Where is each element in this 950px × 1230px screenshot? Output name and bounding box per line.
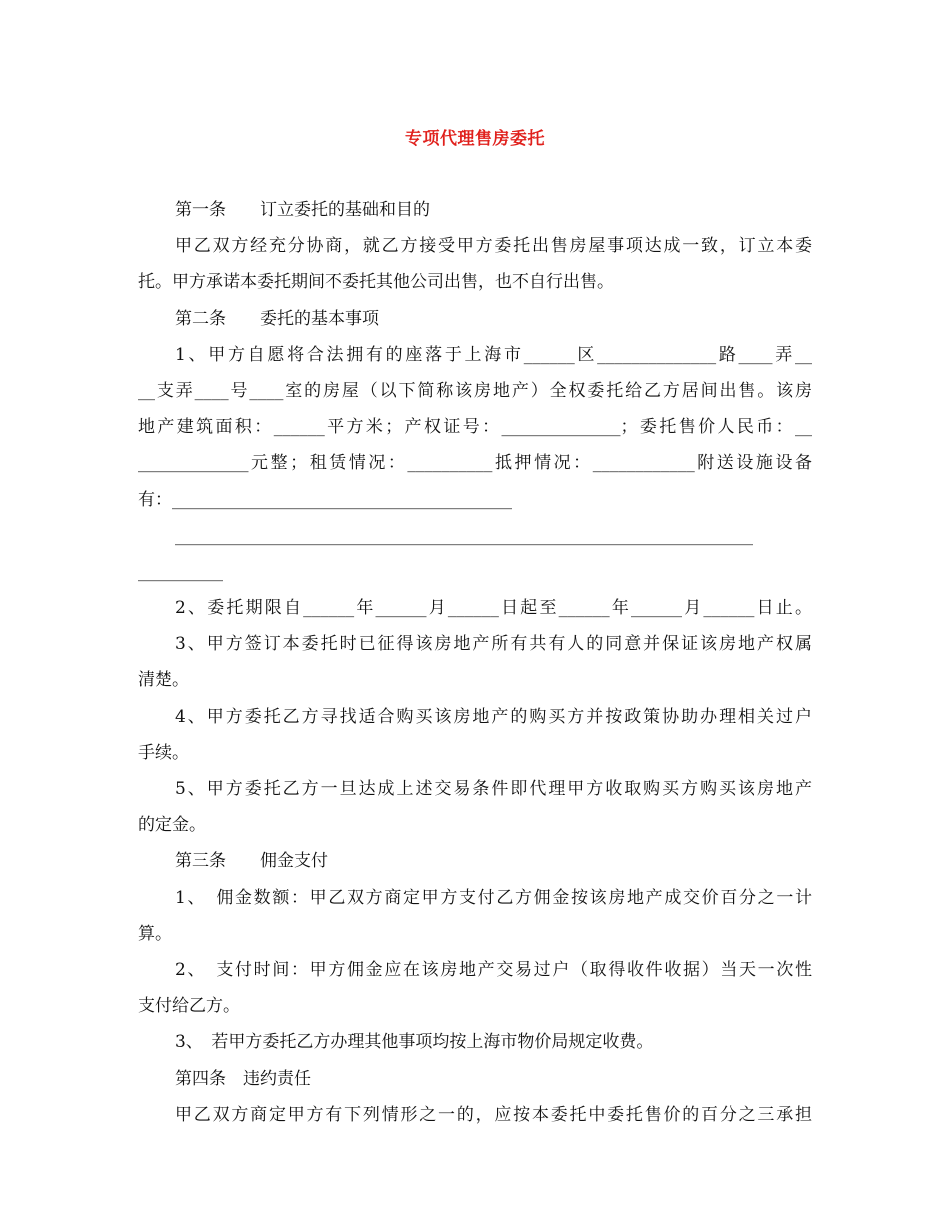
paragraph-line: 支付给乙方。	[138, 996, 240, 1017]
paragraph-line: 2、委托期限自______年______月______日起至______年______月______日止。	[175, 598, 812, 619]
paragraph-line: 5、甲方委托乙方一旦达成上述交易条件即代理甲方收取购买方购买该房地产	[175, 779, 812, 799]
paragraph-line: 算。	[138, 923, 172, 944]
blank-fill-line: __________	[138, 561, 223, 582]
clause-heading: 第三条 佣金支付	[175, 851, 328, 872]
document-body	[138, 192, 812, 1133]
paragraph-line: 手续。	[138, 742, 189, 763]
paragraph-line: 有：________________________________________	[138, 489, 512, 510]
clause-heading: 第二条 委托的基本事项	[175, 308, 379, 329]
paragraph-line: 托。甲方承诺本委托期间不委托其他公司出售，也不自行出售。	[138, 272, 614, 293]
document-title: 专项代理售房委托	[405, 129, 545, 149]
paragraph-line: 3、 若甲方委托乙方办理其他事项均按上海市物价局规定收费。	[175, 1032, 654, 1053]
paragraph-line: 4、甲方委托乙方寻找适合购买该房地产的购买方并按政策协助办理相关过户	[175, 706, 812, 727]
paragraph-line: 甲乙双方商定甲方有下列情形之一的，应按本委托中委托售价的百分之三承担	[175, 1104, 812, 1125]
paragraph-line: 地产建筑面积：______平方米；产权证号：______________；委托售价人民币：__	[138, 417, 812, 438]
paragraph-line: 甲乙双方经充分协商，就乙方接受甲方委托出售房屋事项达成一致，订立本委	[175, 236, 812, 257]
paragraph-line: 的定金。	[138, 815, 206, 836]
paragraph-line: 1、甲方自愿将合法拥有的座落于上海市______区______________路____弄__	[175, 344, 812, 365]
clause-heading: 第一条 订立委托的基础和目的	[175, 200, 430, 220]
paragraph-line: 2、 支付时间：甲方佣金应在该房地产交易过户（取得收件收据）当天一次性	[175, 959, 812, 980]
clause-heading: 第四条 违约责任	[175, 1068, 311, 1089]
paragraph-line: 3、甲方签订本委托时已征得该房地产所有共有人的同意并保证该房地产权属	[175, 634, 812, 655]
paragraph-line: __支弄____号____室的房屋（以下简称该房地产）全权委托给乙方居间出售。该房	[138, 380, 812, 401]
paragraph-line: 清楚。	[138, 670, 189, 691]
paragraph-line: _____________元整；租赁情况：__________抵押情况：____________附送设施设备	[138, 453, 812, 474]
paragraph-line: 1、 佣金数额：甲乙双方商定甲方支付乙方佣金按该房地产成交价百分之一计	[175, 887, 812, 908]
blank-fill-line: ____________________________________________________________________	[175, 525, 753, 546]
